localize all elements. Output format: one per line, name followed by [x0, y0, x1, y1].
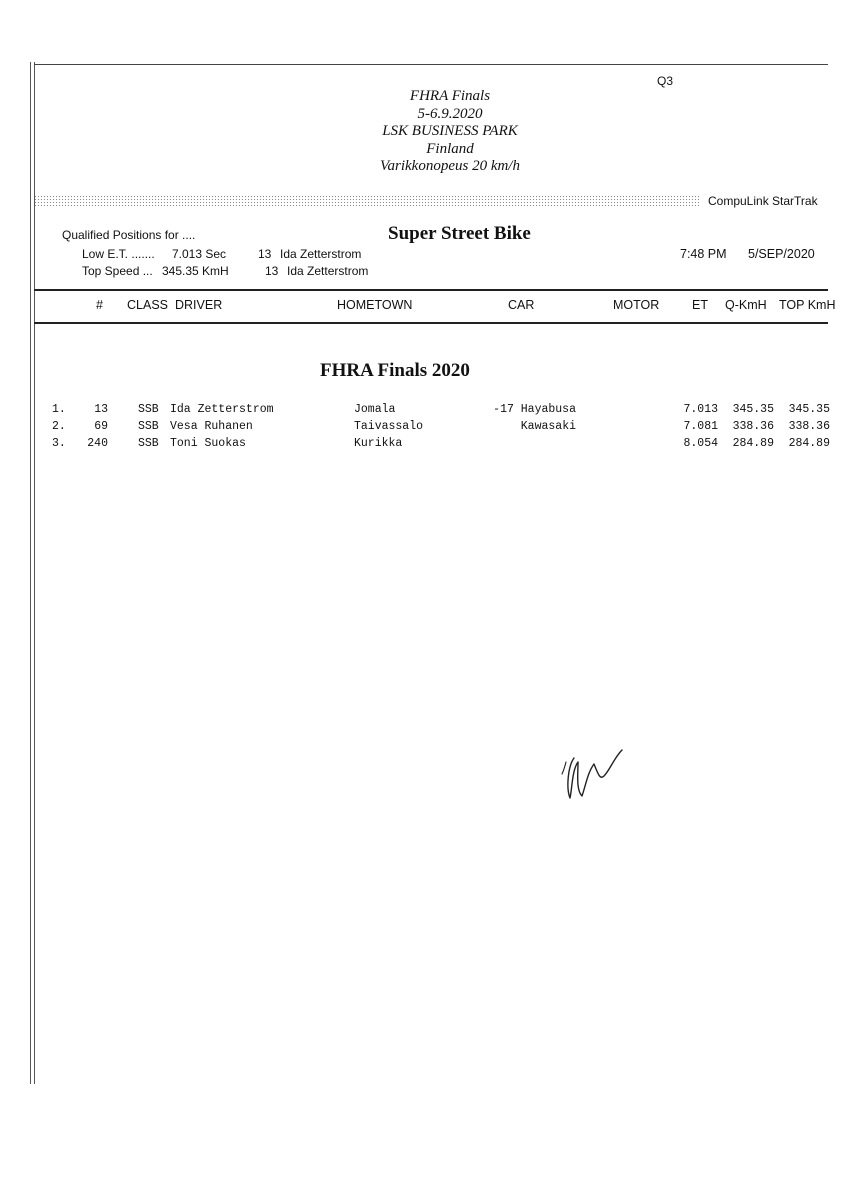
top-speed-driver: Ida Zetterstrom	[287, 264, 369, 278]
col-number: #	[96, 298, 103, 312]
col-class: CLASS	[127, 298, 168, 312]
car: -17 Hayabusa	[493, 403, 576, 416]
et: 7.081	[683, 420, 718, 433]
col-driver: DRIVER	[175, 298, 223, 312]
col-et: ET	[692, 298, 708, 312]
top-speed-value: 345.35 KmH	[162, 264, 229, 278]
report-time: 7:48 PM	[680, 247, 727, 261]
frame-line-left-inner	[34, 62, 35, 1084]
hometown: Jomala	[354, 403, 396, 416]
et: 8.054	[683, 437, 718, 450]
section-title: FHRA Finals 2020	[320, 360, 470, 381]
header-rule-bottom	[34, 322, 828, 324]
event-dates: 5-6.9.2020	[417, 105, 483, 122]
bike-number: 240	[87, 437, 108, 450]
low-et-row	[82, 247, 361, 261]
low-et-number: 13	[258, 247, 272, 261]
dotted-divider	[34, 195, 700, 206]
hometown: Kurikka	[354, 437, 403, 450]
hometown: Taivassalo	[354, 420, 424, 433]
timing-brand: CompuLink StarTrak	[708, 194, 818, 208]
event-pit-speed: Varikkonopeus 20 km/h	[380, 158, 520, 174]
frame-line-left	[30, 62, 31, 1084]
low-et-label: Low E.T. .......	[82, 247, 155, 261]
top-speed-number: 13	[265, 264, 279, 278]
driver: Ida Zetterstrom	[170, 403, 274, 416]
class: SSB	[138, 437, 159, 450]
et: 7.013	[683, 403, 718, 416]
class: SSB	[138, 420, 159, 433]
event-name: FHRA Finals	[409, 88, 491, 104]
col-hometown: HOMETOWN	[337, 298, 413, 312]
event-venue: LSK BUSINESS PARK	[382, 123, 518, 139]
col-top-kmh: TOP KmH	[779, 298, 836, 312]
report-date: 5/SEP/2020	[748, 247, 815, 261]
handwritten-signature	[560, 740, 630, 810]
position: 1.	[52, 403, 66, 416]
header-rule-top	[34, 289, 828, 291]
event-country: Finland	[426, 140, 474, 157]
position: 2.	[52, 420, 66, 433]
top-kmh: 338.36	[788, 420, 830, 433]
top-kmh: 345.35	[788, 403, 830, 416]
class-title: Super Street Bike	[388, 223, 531, 244]
driver: Toni Suokas	[170, 437, 246, 450]
col-q-kmh: Q-KmH	[725, 298, 767, 312]
col-motor: MOTOR	[613, 298, 660, 312]
q-kmh: 345.35	[732, 403, 774, 416]
car: Kawasaki	[520, 420, 576, 433]
class: SSB	[138, 403, 159, 416]
col-car: CAR	[508, 298, 535, 312]
top-speed-row	[82, 264, 368, 278]
bike-number: 69	[94, 420, 108, 433]
frame-line-top	[34, 64, 828, 65]
driver: Vesa Ruhanen	[170, 420, 253, 433]
top-speed-label: Top Speed ...	[82, 264, 153, 278]
position: 3.	[52, 437, 66, 450]
event-header	[300, 88, 600, 176]
q-kmh: 338.36	[732, 420, 774, 433]
low-et-value: 7.013 Sec	[172, 247, 227, 261]
qualified-label: Qualified Positions for ....	[62, 228, 196, 242]
session-label: Q3	[657, 74, 674, 88]
q-kmh: 284.89	[732, 437, 774, 450]
low-et-driver: Ida Zetterstrom	[280, 247, 362, 261]
bike-number: 13	[94, 403, 108, 416]
top-kmh: 284.89	[788, 437, 830, 450]
